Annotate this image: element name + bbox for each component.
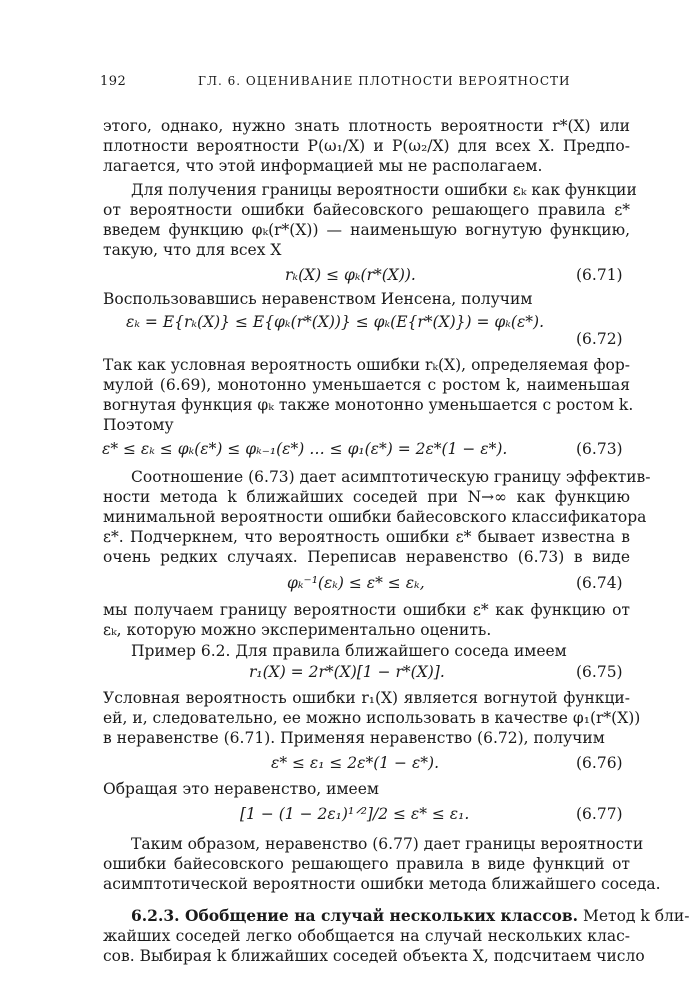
equation-label: (6.76) xyxy=(576,754,623,772)
equation: φₖ⁻¹(εₖ) ≤ ε* ≤ εₖ, xyxy=(287,574,425,592)
text-line: Так как условная вероятность ошибки rₖ(X), определяемая фор- xyxy=(103,356,630,374)
text-line: лагается, что этой информацией мы не располагаем. xyxy=(103,157,543,175)
text-line: ей, и, следовательно, ее можно использовать в качестве φ₁(r*(X)) xyxy=(103,709,641,727)
text-line: Поэтому xyxy=(103,416,174,434)
equation: εₖ = E{rₖ(X)} ≤ E{φₖ(r*(X))} ≤ φₖ(E{r*(X)}) = φₖ(ε*). xyxy=(126,313,545,331)
text-line: ности метода k ближайших соседей при N→∞ как функцию xyxy=(103,488,630,506)
text-line: сов. Выбирая k ближайших соседей объекта X, подсчитаем число xyxy=(103,947,645,965)
text-line: такую, что для всех X xyxy=(103,241,282,259)
equation: ε* ≤ ε₁ ≤ 2ε*(1 − ε*). xyxy=(271,754,440,772)
equation-label: (6.74) xyxy=(576,574,623,592)
equation-label: (6.71) xyxy=(576,266,623,284)
equation: rₖ(X) ≤ φₖ(r*(X)). xyxy=(285,266,416,284)
page-number: 192 xyxy=(100,74,127,89)
text-line: минимальной вероятности ошибки байесовского классификатора xyxy=(103,508,647,526)
text-line: Соотношение (6.73) дает асимптотическую границу эффектив- xyxy=(131,468,651,486)
section-heading-line xyxy=(131,906,690,926)
text-span: Метод k бли- xyxy=(578,907,690,925)
section-heading: 6.2.3. Обобщение на случай нескольких классов. xyxy=(131,906,579,925)
text-line: Обращая это неравенство, имеем xyxy=(103,780,379,798)
text-line: εₖ, которую можно экспериментально оценить. xyxy=(103,621,492,639)
text-line: Пример 6.2. Для правила ближайшего соседа имеем xyxy=(131,642,567,660)
text-line: мулой (6.69), монотонно уменьшается с ростом k, наименьшая xyxy=(103,376,630,394)
text-line: мы получаем границу вероятности ошибки ε* как функцию от xyxy=(103,601,630,619)
equation: [1 − (1 − 2ε₁)¹ᐟ²]/2 ≤ ε* ≤ ε₁. xyxy=(240,805,470,823)
text-line: Таким образом, неравенство (6.77) дает границы вероятности xyxy=(131,835,644,853)
text-line: очень редких случаях. Переписав неравенство (6.73) в виде xyxy=(103,548,630,566)
text-line: ошибки байесовского решающего правила в виде функций от xyxy=(103,855,630,873)
text-line: в неравенстве (6.71). Применяя неравенство (6.72), получим xyxy=(103,729,605,747)
equation-label: (6.73) xyxy=(576,440,623,458)
text-line: этого, однако, нужно знать плотность вероятности r*(X) или xyxy=(103,117,630,135)
text-line: асимптотической вероятности ошибки метода ближайшего соседа. xyxy=(103,875,661,893)
text-line: Для получения границы вероятности ошибки εₖ как функции xyxy=(131,181,637,199)
text-line: вогнутая функция φₖ также монотонно уменьшается с ростом k. xyxy=(103,396,634,414)
text-line: от вероятности ошибки байесовского решающего правила ε* xyxy=(103,201,630,219)
equation: ε* ≤ εₖ ≤ φₖ(ε*) ≤ φₖ₋₁(ε*) … ≤ φ₁(ε*) = 2ε*(1 − ε*). xyxy=(102,440,508,458)
text-line: жайших соседей легко обобщается на случай нескольких клас- xyxy=(103,927,630,945)
text-line: введем функцию φₖ(r*(X)) — наименьшую вогнутую функцию, xyxy=(103,221,630,239)
equation-label: (6.72) xyxy=(576,330,623,348)
text-line: Условная вероятность ошибки r₁(X) является вогнутой функци- xyxy=(103,689,630,707)
equation-label: (6.75) xyxy=(576,663,623,681)
equation: r₁(X) = 2r*(X)[1 − r*(X)]. xyxy=(249,663,445,681)
running-title: ГЛ. 6. ОЦЕНИВАНИЕ ПЛОТНОСТИ ВЕРОЯТНОСТИ xyxy=(198,74,571,88)
equation-label: (6.77) xyxy=(576,805,623,823)
text-line: ε*. Подчеркнем, что вероятность ошибки ε* бывает известна в xyxy=(103,528,630,546)
text-line: Воспользовавшись неравенством Иенсена, получим xyxy=(103,290,533,308)
text-line: плотности вероятности P(ω₁/X) и P(ω₂/X) для всех X. Предпо- xyxy=(103,137,630,155)
